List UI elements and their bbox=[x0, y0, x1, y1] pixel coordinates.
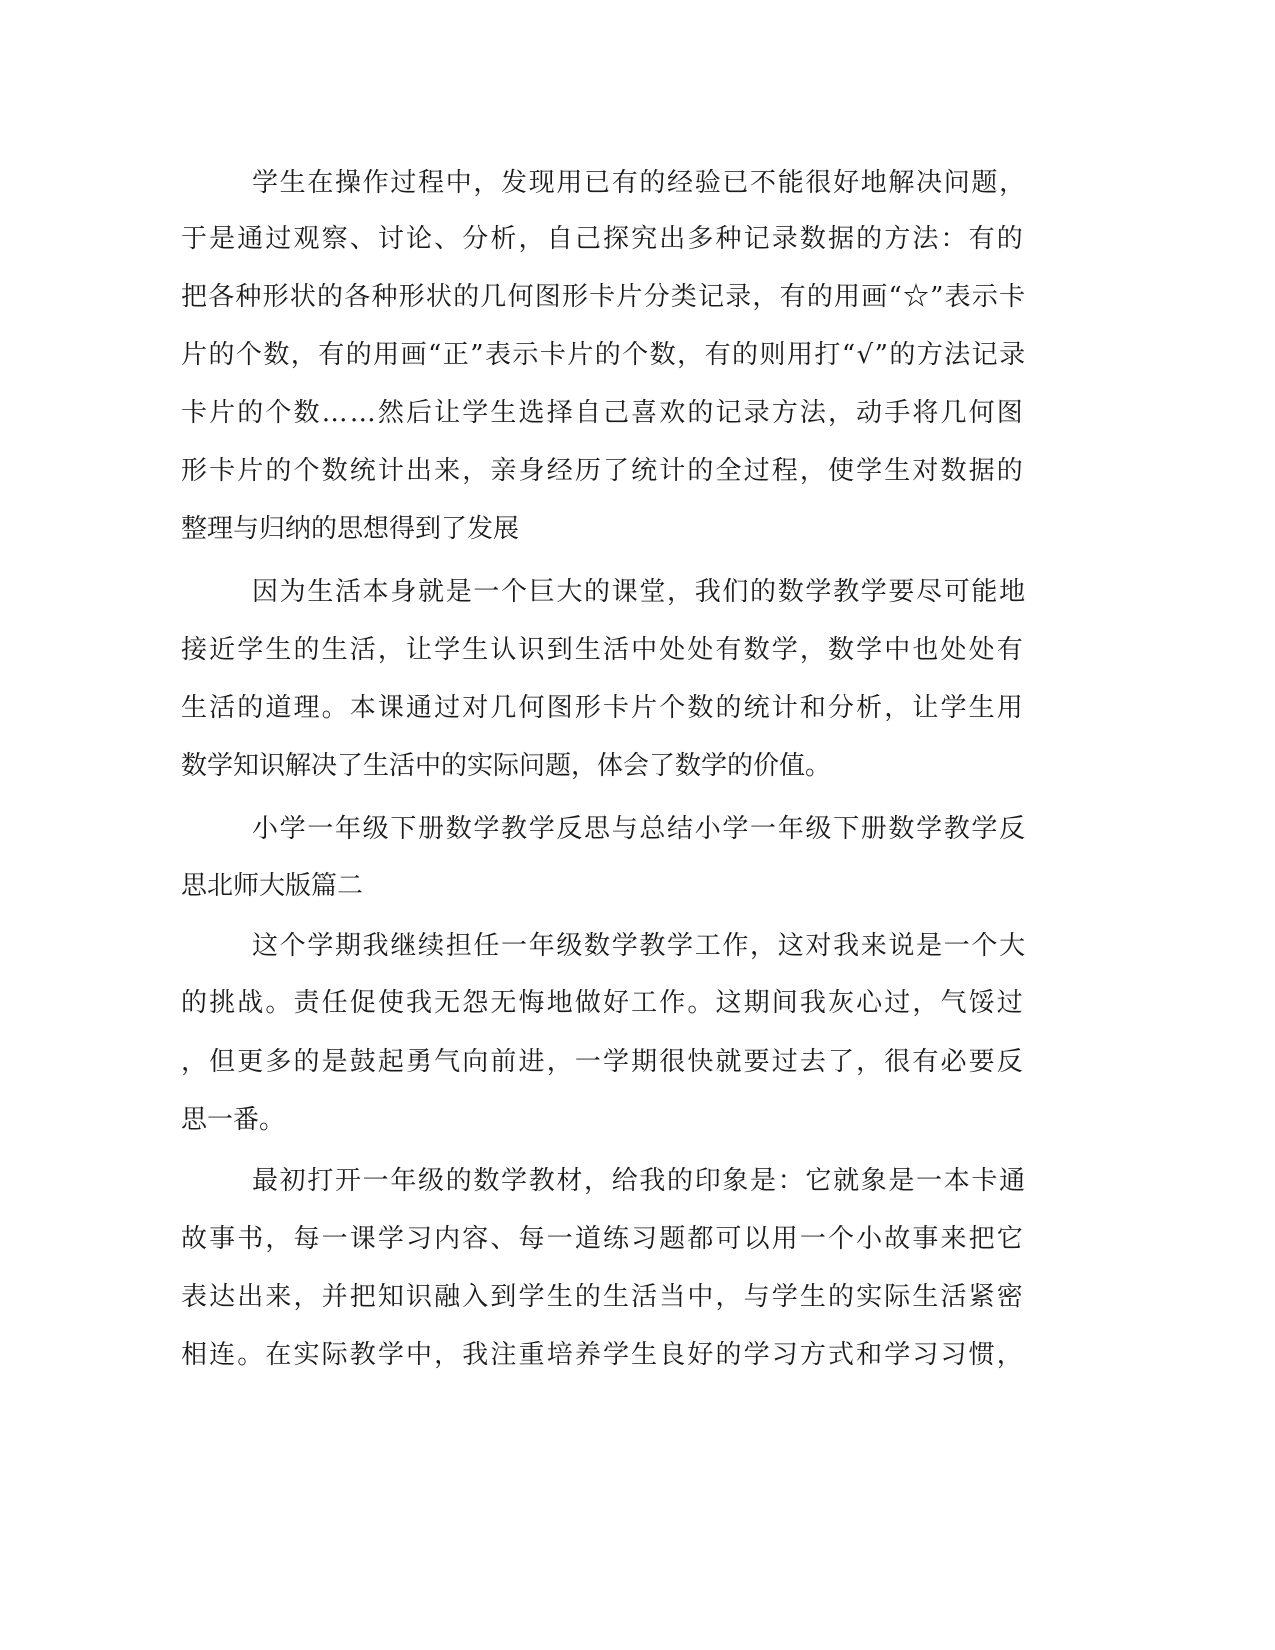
text-line-content: 相连。在实际教学中，我注重培养学生良好的学习方式和学习习惯， bbox=[181, 1340, 1025, 1370]
text-line bbox=[0, 1335, 1275, 1375]
text-line bbox=[0, 688, 1275, 728]
text-line bbox=[0, 866, 1275, 906]
text-line bbox=[0, 746, 1275, 786]
text-line bbox=[0, 1219, 1275, 1259]
text-line-content: 最初打开一年级的数学教材，给我的印象是：它就象是一本卡通 bbox=[252, 1166, 1027, 1196]
text-line-content: 数学知识解决了生活中的实际问题，体会了数学的价值。 bbox=[181, 751, 832, 781]
text-line-content: 整理与归纳的思想得到了发展 bbox=[181, 514, 520, 544]
text-line-content: 生活的道理。本课通过对几何图形卡片个数的统计和分析，让学生用 bbox=[181, 693, 1025, 723]
text-line-content: 思北师大版篇二 bbox=[181, 871, 364, 901]
text-line bbox=[0, 630, 1275, 670]
text-line-content: 片的个数，有的用画“正”表示卡片的个数，有的则用打“√”的方法记录 bbox=[181, 340, 1027, 370]
text-line bbox=[0, 451, 1275, 491]
text-line-content: 卡片的个数……然后让学生选择自己喜欢的记录方法，动手将几何图 bbox=[181, 398, 1025, 428]
text-line-content: 学生在操作过程中，发现用已有的经验已不能很好地解决问题， bbox=[252, 168, 1027, 198]
text-line-content: 的挑战。责任促使我无怨无悔地做好工作。这期间我灰心过，气馁过 bbox=[181, 988, 1025, 1018]
text-line bbox=[0, 219, 1275, 259]
text-line bbox=[0, 1277, 1275, 1317]
text-line-content: 于是通过观察、讨论、分析，自己探究出多种记录数据的方法：有的 bbox=[181, 224, 1025, 254]
text-line bbox=[0, 1161, 1275, 1201]
text-line bbox=[0, 1042, 1275, 1082]
text-line bbox=[0, 809, 1275, 849]
text-line bbox=[0, 572, 1275, 612]
text-line-content: 接近学生的生活，让学生认识到生活中处处有数学，数学中也处处有 bbox=[181, 635, 1025, 665]
text-line bbox=[0, 983, 1275, 1023]
text-line-content: 故事书，每一课学习内容、每一道练习题都可以用一个小故事来把它 bbox=[181, 1224, 1025, 1254]
text-line-content: 把各种形状的各种形状的几何图形卡片分类记录，有的用画“☆”表示卡 bbox=[181, 282, 1027, 312]
text-line-content: 表达出来，并把知识融入到学生的生活当中，与学生的实际生活紧密 bbox=[181, 1282, 1025, 1312]
text-line bbox=[0, 163, 1275, 203]
text-line bbox=[0, 509, 1275, 549]
text-line bbox=[0, 926, 1275, 966]
text-line bbox=[0, 277, 1275, 317]
text-line-content: 小学一年级下册数学教学反思与总结小学一年级下册数学教学反 bbox=[252, 814, 1027, 844]
text-line-content: 思一番。 bbox=[181, 1105, 286, 1135]
text-line-content: 因为生活本身就是一个巨大的课堂，我们的数学教学要尽可能地 bbox=[252, 577, 1027, 607]
text-line bbox=[0, 393, 1275, 433]
text-line-content: 形卡片的个数统计出来，亲身经历了统计的全过程，使学生对数据的 bbox=[181, 456, 1025, 486]
text-line bbox=[0, 1100, 1275, 1140]
text-line-content: 这个学期我继续担任一年级数学教学工作，这对我来说是一个大 bbox=[252, 931, 1027, 961]
text-line bbox=[0, 335, 1275, 375]
text-line-content: ，但更多的是鼓起勇气向前进，一学期很快就要过去了，很有必要反 bbox=[181, 1047, 1025, 1077]
